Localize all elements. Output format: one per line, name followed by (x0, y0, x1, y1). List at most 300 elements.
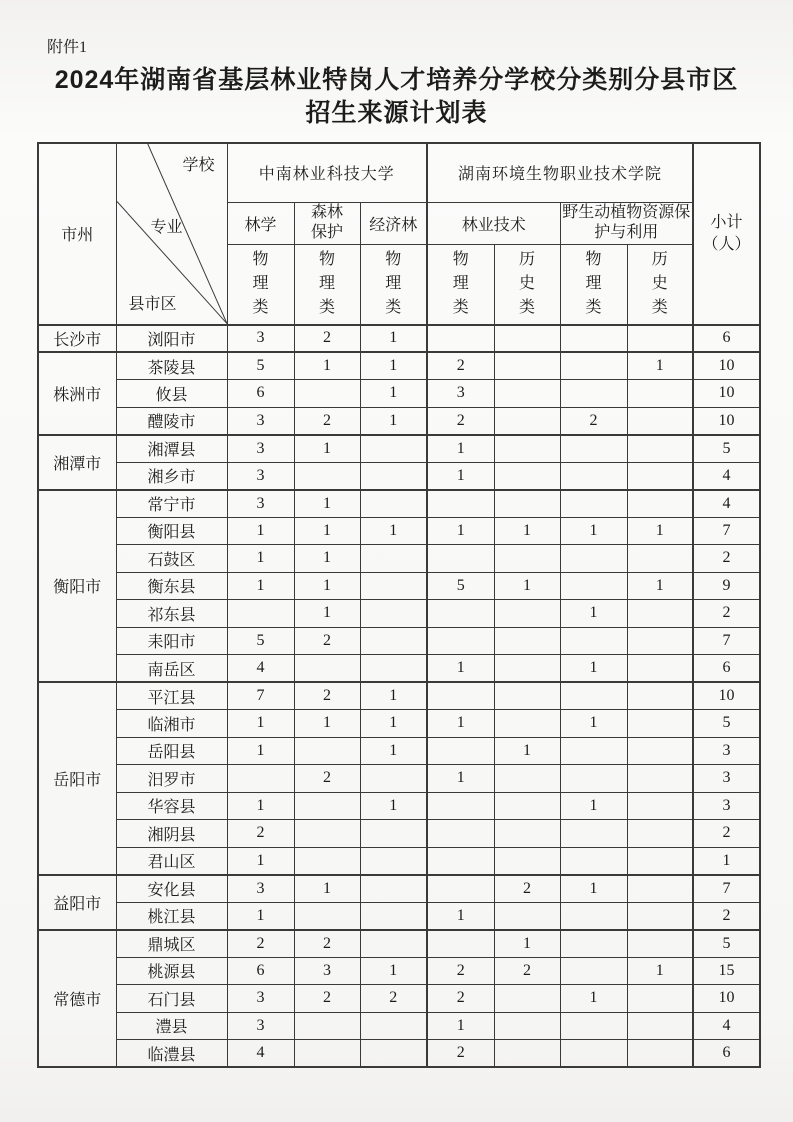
subtotal-cell: 6 (693, 1040, 760, 1068)
value-cell (627, 627, 693, 655)
value-cell: 1 (494, 930, 560, 958)
city-cell: 湘潭市 (38, 435, 116, 490)
county-cell: 岳阳县 (116, 737, 227, 765)
subtotal-cell: 3 (693, 765, 760, 793)
value-cell: 3 (427, 380, 494, 408)
value-cell: 1 (560, 600, 627, 628)
value-cell (627, 490, 693, 518)
value-cell: 4 (227, 1040, 294, 1068)
value-cell (627, 600, 693, 628)
county-cell: 临湘市 (116, 710, 227, 738)
county-cell: 茶陵县 (116, 352, 227, 380)
value-cell: 1 (227, 572, 294, 600)
subtotal-cell: 4 (693, 1012, 760, 1040)
value-cell: 1 (360, 737, 427, 765)
value-cell: 1 (360, 957, 427, 985)
county-cell: 石门县 (116, 985, 227, 1013)
value-cell: 1 (560, 985, 627, 1013)
value-cell (627, 847, 693, 875)
value-cell (627, 765, 693, 793)
value-cell (494, 407, 560, 435)
city-cell: 益阳市 (38, 875, 116, 930)
value-cell: 1 (294, 435, 360, 463)
value-cell (627, 435, 693, 463)
value-cell (294, 792, 360, 820)
corner-major-label: 专业 (150, 219, 183, 236)
value-cell (627, 930, 693, 958)
subtotal-cell: 15 (693, 957, 760, 985)
value-cell: 1 (360, 325, 427, 353)
value-cell (494, 325, 560, 353)
value-cell: 3 (227, 875, 294, 903)
value-cell: 2 (294, 930, 360, 958)
value-cell (627, 710, 693, 738)
value-cell: 1 (294, 517, 360, 545)
value-cell: 1 (560, 655, 627, 683)
value-cell (360, 902, 427, 930)
value-cell: 1 (227, 737, 294, 765)
value-cell (427, 490, 494, 518)
value-cell (360, 930, 427, 958)
track-header (227, 245, 294, 325)
track-header (627, 245, 693, 325)
value-cell (560, 572, 627, 600)
value-cell (360, 765, 427, 793)
county-cell: 醴陵市 (116, 407, 227, 435)
value-cell (560, 380, 627, 408)
value-cell (627, 655, 693, 683)
value-cell: 1 (427, 435, 494, 463)
value-cell: 1 (227, 847, 294, 875)
value-cell (427, 930, 494, 958)
subtotal-cell: 4 (693, 462, 760, 490)
county-cell: 安化县 (116, 875, 227, 903)
table-row (38, 352, 760, 380)
county-cell: 衡东县 (116, 572, 227, 600)
value-cell: 6 (227, 380, 294, 408)
subtotal-cell: 6 (693, 655, 760, 683)
value-cell: 1 (360, 792, 427, 820)
table-row (38, 325, 760, 353)
value-cell (494, 352, 560, 380)
table-row (38, 737, 760, 765)
value-cell (360, 1040, 427, 1068)
value-cell (294, 820, 360, 848)
county-cell: 湘潭县 (116, 435, 227, 463)
subtotal-cell: 10 (693, 407, 760, 435)
value-cell: 2 (427, 352, 494, 380)
value-cell: 1 (627, 957, 693, 985)
major-header-wildlife: 野生动植物资源保护与利用 (560, 202, 693, 245)
table-row (38, 875, 760, 903)
value-cell (427, 737, 494, 765)
value-cell (227, 765, 294, 793)
county-cell: 常宁市 (116, 490, 227, 518)
value-cell (360, 847, 427, 875)
value-cell: 2 (427, 985, 494, 1013)
county-cell: 临澧县 (116, 1040, 227, 1068)
value-cell: 1 (560, 875, 627, 903)
table-row (38, 600, 760, 628)
subtotal-cell: 7 (693, 627, 760, 655)
value-cell: 1 (294, 875, 360, 903)
value-cell: 1 (427, 517, 494, 545)
value-cell: 1 (360, 710, 427, 738)
county-cell: 浏阳市 (116, 325, 227, 353)
value-cell (427, 682, 494, 710)
subtotal-cell: 10 (693, 682, 760, 710)
table-row (38, 517, 760, 545)
value-cell: 1 (294, 572, 360, 600)
subtotal-cell: 9 (693, 572, 760, 600)
value-cell: 2 (294, 407, 360, 435)
value-cell (494, 600, 560, 628)
corner-county-label: 县市区 (128, 295, 177, 313)
subtotal-cell: 7 (693, 875, 760, 903)
value-cell (560, 930, 627, 958)
value-cell: 3 (294, 957, 360, 985)
subtotal-cell: 7 (693, 517, 760, 545)
city-cell: 长沙市 (38, 325, 116, 353)
subtotal-column-header (693, 143, 760, 325)
value-cell (560, 1040, 627, 1068)
subtotal-cell: 1 (693, 847, 760, 875)
value-cell: 1 (227, 517, 294, 545)
value-cell (427, 792, 494, 820)
value-cell (294, 847, 360, 875)
track-header-label: 历史类 (651, 251, 668, 317)
value-cell (494, 792, 560, 820)
value-cell: 2 (227, 820, 294, 848)
value-cell (427, 600, 494, 628)
subtotal-cell: 2 (693, 820, 760, 848)
value-cell (360, 600, 427, 628)
value-cell: 1 (360, 682, 427, 710)
track-header-label: 物理类 (318, 251, 335, 317)
county-cell: 攸县 (116, 380, 227, 408)
value-cell: 6 (227, 957, 294, 985)
value-cell: 1 (627, 572, 693, 600)
value-cell: 1 (494, 737, 560, 765)
track-header (427, 245, 494, 325)
track-header-label: 物理类 (385, 251, 402, 317)
value-cell: 1 (227, 902, 294, 930)
page-title (0, 64, 793, 131)
value-cell (560, 435, 627, 463)
value-cell (494, 902, 560, 930)
county-cell: 平江县 (116, 682, 227, 710)
county-cell: 南岳区 (116, 655, 227, 683)
county-cell: 君山区 (116, 847, 227, 875)
value-cell (560, 352, 627, 380)
table-row (38, 1040, 760, 1068)
value-cell (560, 957, 627, 985)
county-cell: 耒阳市 (116, 627, 227, 655)
value-cell (427, 820, 494, 848)
value-cell (360, 655, 427, 683)
subtotal-cell: 6 (693, 325, 760, 353)
subtotal-cell: 3 (693, 737, 760, 765)
table-row (38, 380, 760, 408)
city-cell: 岳阳市 (38, 682, 116, 875)
value-cell: 1 (560, 517, 627, 545)
value-cell: 2 (427, 957, 494, 985)
value-cell (494, 545, 560, 573)
value-cell: 2 (427, 407, 494, 435)
value-cell: 1 (294, 545, 360, 573)
table-row (38, 462, 760, 490)
track-header (360, 245, 427, 325)
value-cell (560, 627, 627, 655)
value-cell (627, 902, 693, 930)
value-cell (560, 325, 627, 353)
school-header-csuft: 中南林业科技大学 (227, 143, 427, 202)
track-header (560, 245, 627, 325)
value-cell: 2 (294, 682, 360, 710)
value-cell: 1 (427, 1012, 494, 1040)
value-cell (294, 380, 360, 408)
city-cell: 常德市 (38, 930, 116, 1068)
value-cell: 4 (227, 655, 294, 683)
value-cell (494, 847, 560, 875)
value-cell (560, 820, 627, 848)
corner-school-label: 学校 (182, 157, 215, 174)
value-cell: 1 (360, 352, 427, 380)
value-cell (560, 902, 627, 930)
value-cell: 3 (227, 490, 294, 518)
header-row-schools (38, 143, 760, 202)
page-title-line1: 2024年湖南省基层林业特岗人才培养分学校分类别分县市区 (54, 66, 739, 94)
value-cell: 1 (494, 517, 560, 545)
value-cell: 1 (494, 572, 560, 600)
subtotal-cell: 5 (693, 930, 760, 958)
subtotal-cell: 10 (693, 380, 760, 408)
corner-cell (116, 143, 227, 325)
major-header-forestry: 林学 (227, 202, 294, 245)
value-cell: 1 (627, 352, 693, 380)
value-cell: 3 (227, 435, 294, 463)
value-cell: 3 (227, 325, 294, 353)
value-cell: 1 (360, 517, 427, 545)
value-cell (494, 682, 560, 710)
track-header-label: 物理类 (252, 251, 269, 317)
value-cell (627, 325, 693, 353)
value-cell (294, 655, 360, 683)
subtotal-cell: 5 (693, 710, 760, 738)
value-cell: 3 (227, 1012, 294, 1040)
value-cell (494, 490, 560, 518)
city-column-header: 市州 (38, 143, 116, 325)
value-cell (360, 627, 427, 655)
value-cell (494, 435, 560, 463)
value-cell: 2 (294, 765, 360, 793)
value-cell (560, 765, 627, 793)
value-cell: 1 (360, 407, 427, 435)
value-cell (627, 875, 693, 903)
value-cell: 5 (427, 572, 494, 600)
value-cell: 2 (294, 325, 360, 353)
value-cell: 2 (494, 957, 560, 985)
county-cell: 华容县 (116, 792, 227, 820)
subtotal-cell: 10 (693, 352, 760, 380)
subtotal-cell: 5 (693, 435, 760, 463)
value-cell: 3 (227, 985, 294, 1013)
value-cell (560, 682, 627, 710)
value-cell: 2 (227, 930, 294, 958)
track-header-label: 物理类 (585, 251, 602, 317)
value-cell (360, 820, 427, 848)
value-cell: 2 (427, 1040, 494, 1068)
table-row (38, 682, 760, 710)
track-header (494, 245, 560, 325)
value-cell (560, 847, 627, 875)
value-cell: 2 (494, 875, 560, 903)
value-cell (627, 737, 693, 765)
school-header-hebvtc: 湖南环境生物职业技术学院 (427, 143, 693, 202)
county-cell: 汨罗市 (116, 765, 227, 793)
value-cell (427, 627, 494, 655)
table-row (38, 1012, 760, 1040)
value-cell (560, 462, 627, 490)
value-cell (560, 737, 627, 765)
value-cell (627, 820, 693, 848)
value-cell (294, 1012, 360, 1040)
table-row (38, 490, 760, 518)
value-cell (560, 1012, 627, 1040)
value-cell (427, 875, 494, 903)
table-row (38, 545, 760, 573)
value-cell: 1 (294, 490, 360, 518)
value-cell: 3 (227, 407, 294, 435)
value-cell (494, 1012, 560, 1040)
table-row (38, 655, 760, 683)
county-cell: 桃源县 (116, 957, 227, 985)
county-cell: 石鼓区 (116, 545, 227, 573)
value-cell (294, 902, 360, 930)
major-header-economic-forest: 经济林 (360, 202, 427, 245)
value-cell: 1 (427, 765, 494, 793)
value-cell (627, 380, 693, 408)
value-cell (294, 737, 360, 765)
county-cell: 湘阴县 (116, 820, 227, 848)
value-cell: 1 (560, 792, 627, 820)
value-cell (427, 545, 494, 573)
value-cell: 1 (360, 380, 427, 408)
county-cell: 鼎城区 (116, 930, 227, 958)
table-row (38, 765, 760, 793)
county-cell: 衡阳县 (116, 517, 227, 545)
table-body (38, 325, 760, 1068)
track-header-label: 物理类 (452, 251, 469, 317)
subtotal-header-line1: 小计 (710, 214, 743, 232)
value-cell (360, 490, 427, 518)
subtotal-cell: 10 (693, 985, 760, 1013)
table-row (38, 407, 760, 435)
table-row (38, 985, 760, 1013)
page-title-line2: 招生来源计划表 (305, 99, 488, 128)
county-cell: 桃江县 (116, 902, 227, 930)
value-cell (627, 545, 693, 573)
value-cell: 3 (227, 462, 294, 490)
table-row (38, 902, 760, 930)
value-cell (627, 985, 693, 1013)
major-header-forestry-tech: 林业技术 (427, 202, 560, 245)
value-cell: 1 (227, 545, 294, 573)
value-cell (627, 462, 693, 490)
value-cell: 2 (294, 985, 360, 1013)
value-cell: 1 (427, 462, 494, 490)
value-cell: 1 (294, 710, 360, 738)
value-cell (360, 875, 427, 903)
value-cell (494, 380, 560, 408)
table-row (38, 930, 760, 958)
city-cell: 株洲市 (38, 352, 116, 435)
subtotal-header-line2: （人） (702, 235, 751, 253)
value-cell (494, 710, 560, 738)
value-cell (494, 985, 560, 1013)
value-cell (294, 462, 360, 490)
major-header-forest-protection (294, 202, 360, 245)
value-cell: 1 (227, 792, 294, 820)
table-row (38, 710, 760, 738)
subtotal-cell: 3 (693, 792, 760, 820)
value-cell (227, 600, 294, 628)
subtotal-cell: 2 (693, 902, 760, 930)
value-cell: 7 (227, 682, 294, 710)
county-cell: 湘乡市 (116, 462, 227, 490)
track-header-label: 历史类 (518, 251, 535, 317)
table-row (38, 435, 760, 463)
value-cell (427, 847, 494, 875)
value-cell: 1 (294, 600, 360, 628)
value-cell: 1 (627, 517, 693, 545)
subtotal-cell: 2 (693, 545, 760, 573)
value-cell (627, 792, 693, 820)
enrollment-plan-table (37, 142, 761, 1068)
county-cell: 澧县 (116, 1012, 227, 1040)
value-cell (494, 655, 560, 683)
value-cell (360, 545, 427, 573)
value-cell: 5 (227, 352, 294, 380)
attachment-label: 附件1 (47, 39, 88, 56)
value-cell (627, 1040, 693, 1068)
major-header-forest-protection-label: 森林保护 (310, 204, 343, 242)
value-cell (627, 682, 693, 710)
value-cell: 5 (227, 627, 294, 655)
value-cell (360, 435, 427, 463)
value-cell (627, 407, 693, 435)
value-cell (427, 325, 494, 353)
value-cell (627, 1012, 693, 1040)
table-row (38, 792, 760, 820)
table-row (38, 820, 760, 848)
track-header (294, 245, 360, 325)
value-cell (360, 1012, 427, 1040)
value-cell: 1 (560, 710, 627, 738)
value-cell (494, 627, 560, 655)
value-cell: 2 (560, 407, 627, 435)
value-cell (560, 545, 627, 573)
value-cell (560, 490, 627, 518)
table-row (38, 572, 760, 600)
subtotal-cell: 4 (693, 490, 760, 518)
value-cell (494, 820, 560, 848)
value-cell: 1 (427, 710, 494, 738)
value-cell (360, 572, 427, 600)
value-cell (294, 1040, 360, 1068)
city-cell: 衡阳市 (38, 490, 116, 683)
value-cell (494, 462, 560, 490)
